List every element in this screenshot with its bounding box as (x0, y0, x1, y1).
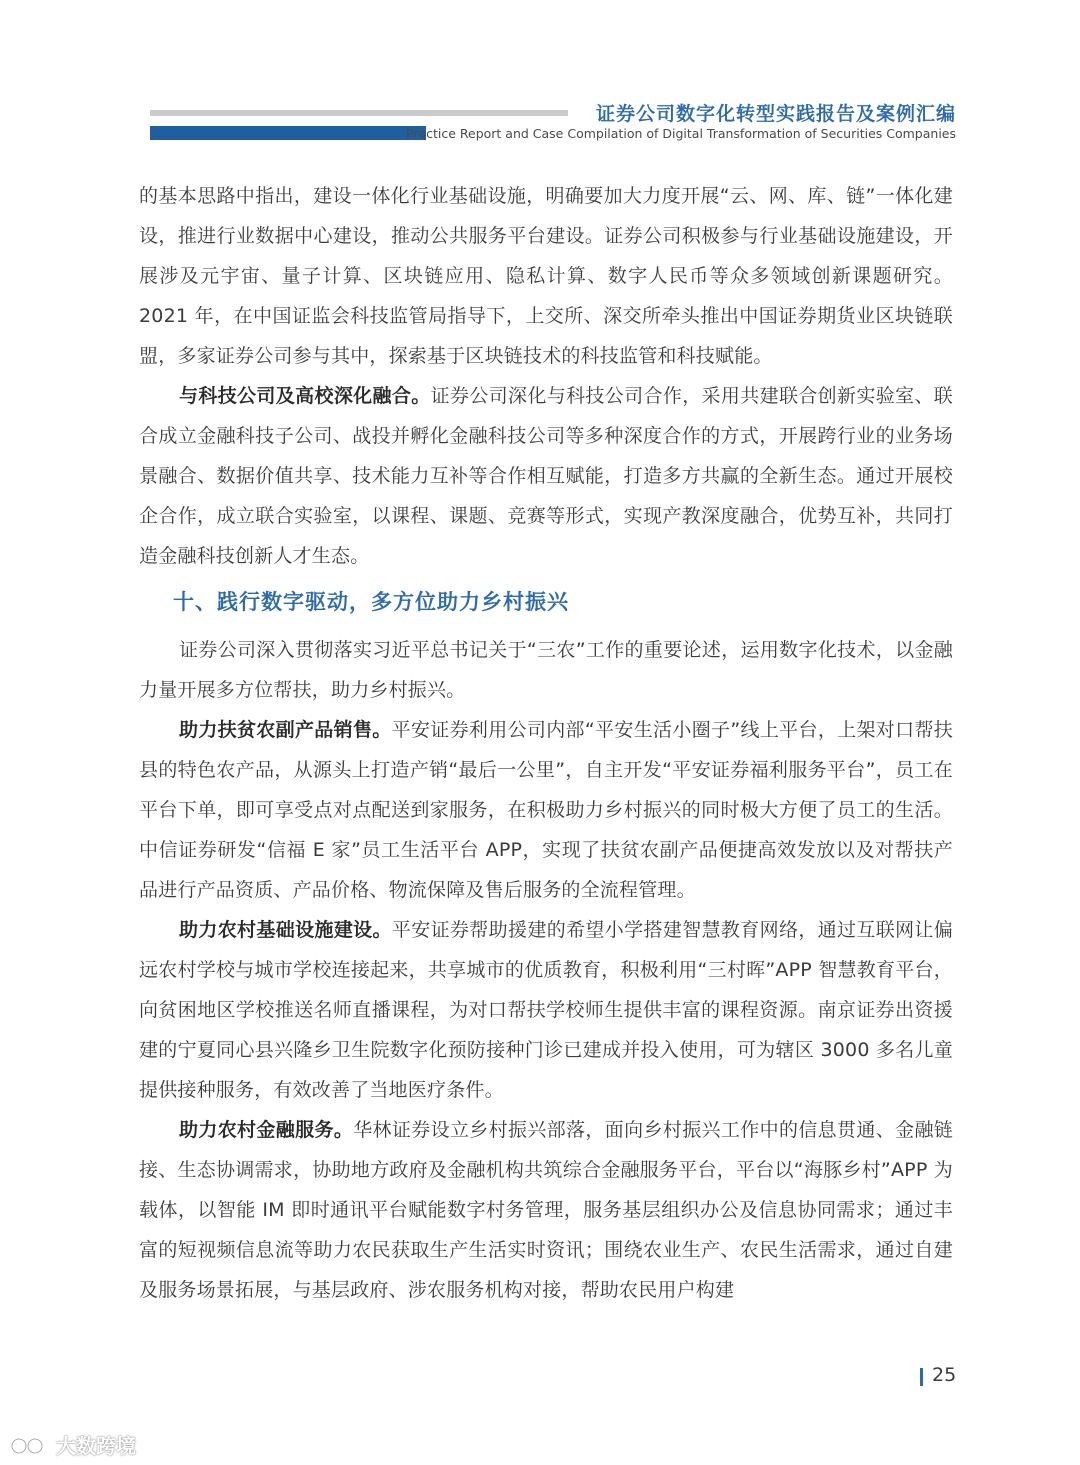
paragraph-lead: 与科技公司及高校深化融合。 (179, 385, 431, 407)
watermark (10, 1430, 136, 1459)
paragraph-lead: 助力农村基础设施建设。 (179, 919, 392, 941)
paragraph-infrastructure: 的基本思路中指出，建设一体化行业基础设施，明确要加大力度开展“云、网、库、链”一体化建设，推进行业数据中心建设，推动公共服务平台建设。证券公司积极参与行业基础设施建设，开展涉及元宇宙、量子计算、区块链应用、隐私计算、数字人民币等众多领域创新课题研究。2021 年，在中国证监会科技监管局指导下，上交所、深交所牵头推出中国证券期货业区块链联盟，多家证券公司参与其中，探索基于区块链技术的科技监管和科技赋能。 (139, 185, 953, 367)
header-title-cn: 证券公司数字化转型实践报告及案例汇编 (595, 103, 956, 125)
paragraph-body: 证券公司深化与科技公司合作，采用共建联合创新实验室、联合成立金融科技子公司、战投并孵化金融科技公司等多种深度合作的方式，开展跨行业的业务场景融合、数据价值共享、技术能力互补等合作相互赋能，打造多方共赢的全新生态。通过开展校企合作，成立联合实验室，以课程、课题、竞赛等形式，实现产教深度融合，优势互补，共同打造金融科技创新人才生态。 (139, 385, 954, 567)
page-number-marker (920, 1368, 923, 1386)
paragraph-product-sales (139, 710, 953, 910)
page-number: 25 (932, 1364, 957, 1386)
paragraph-body: 平安证券利用公司内部“平安生活小圈子”线上平台，上架对口帮扶县的特色农产品，从源头上打造产销“最后一公里”，自主开发“平安证券福利服务平台”，员工在平台下单，即可享受点对点配送到家服务，在积极助力乡村振兴的同时极大方便了员工的生活。中信证券研发“信福 E 家”员工生活平台 APP，实现了扶贫农副产品便捷高效发放以及对帮扶产品进行产品资质、产品价格、物流保障及售后服务的全流程管理。 (139, 719, 953, 901)
paragraph-rural-intro: 证券公司深入贯彻落实习近平总书记关于“三农”工作的重要论述，运用数字化技术，以金融力量开展多方位帮扶，助力乡村振兴。 (139, 639, 953, 701)
watermark-text: 大数跨境 (56, 1434, 136, 1458)
paragraph-body: 华林证券设立乡村振兴部落，面向乡村振兴工作中的信息贯通、金融链接、生态协调需求，协助地方政府及金融机构共筑综合金融服务平台，平台以“海豚乡村”APP 为载体，以智能 IM 即时通讯平台赋能数字村务管理，服务基层组织办公及信息协同需求；通过丰富的短视频信息流等助力农民获取生产生活实时资讯；围绕农业生产、农民生活需求，通过自建及服务场景拓展，与基层政府、涉农服务机构对接，帮助农民用户构建 (139, 1119, 953, 1301)
header-gray-bar (150, 110, 568, 116)
paragraph-lead: 助力扶贫农副产品销售。 (179, 719, 392, 741)
paragraph-body: 平安证券帮助援建的希望小学搭建智慧教育网络，通过互联网让偏远农村学校与城市学校连接起来，共享城市的优质教育，积极利用“三村晖”APP 智慧教育平台，向贫困地区学校推送名师直播课程，为对口帮扶学校师生提供丰富的课程资源。南京证券出资援建的宁夏同心县兴隆乡卫生院数字化预防接种门诊已建成并投入使用，可为辖区 3000 多名儿童提供接种服务，有效改善了当地医疗条件。 (139, 919, 953, 1101)
section-heading: 十、践行数字驱动，多方位助力乡村振兴 (173, 590, 569, 614)
header-title-en: Practice Report and Case Compilation of Digital Transformation of Securities Companies (405, 126, 956, 141)
paragraph-tech-integration (139, 376, 953, 576)
page-body (139, 176, 953, 1310)
watermark-logo-icon (10, 1434, 50, 1456)
paragraph-rural-infrastructure (139, 910, 953, 1110)
paragraph-rural-finance (139, 1110, 953, 1310)
header-blue-bar (150, 126, 426, 140)
paragraph-lead: 助力农村金融服务。 (179, 1119, 354, 1141)
